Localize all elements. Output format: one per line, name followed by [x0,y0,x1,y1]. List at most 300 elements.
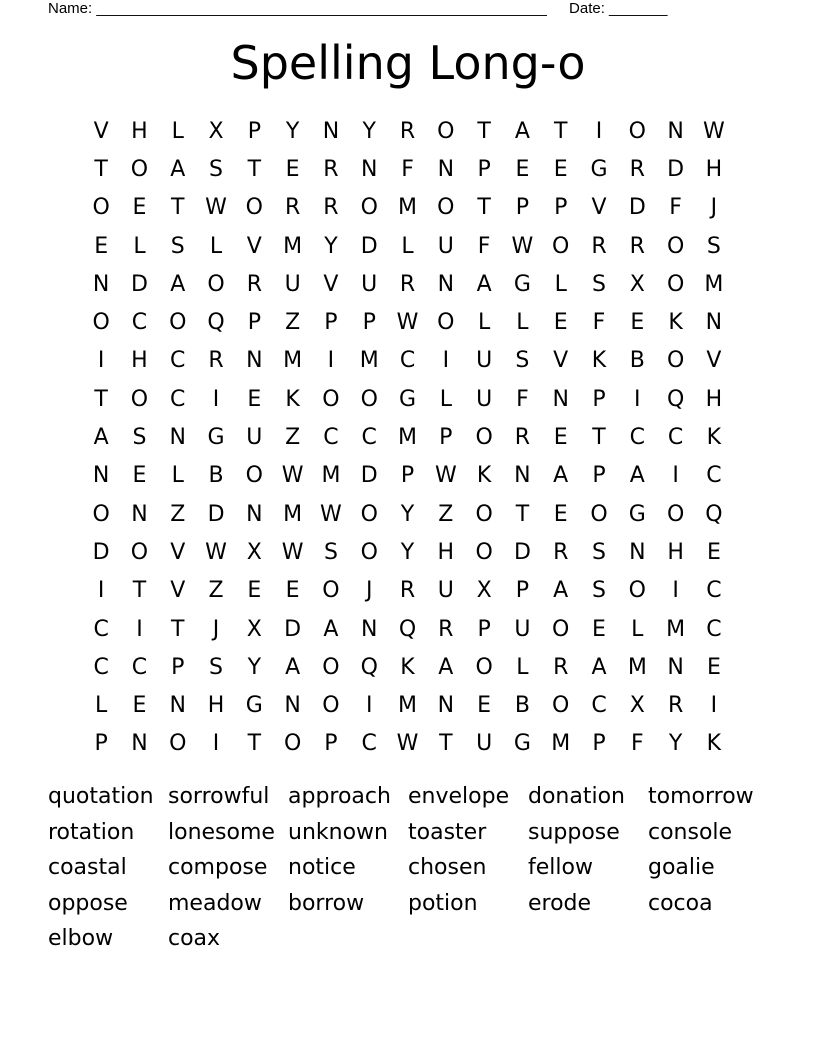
word-list-item: erode [528,890,592,916]
word-list-item: rotation [48,819,135,845]
word-list-item: oppose [48,890,128,916]
grid-letter: W [434,463,457,489]
grid-letter: Y [324,233,338,259]
grid-letter: G [513,271,531,297]
grid-letter: E [285,156,300,182]
grid-letter: P [592,386,606,412]
grid-letter: B [514,693,530,719]
grid-letter: Q [666,386,685,412]
grid-letter: V [170,539,186,565]
grid-letter: N [131,731,148,757]
grid-letter: L [209,233,223,259]
grid-letter: E [553,425,568,451]
grid-letter: A [629,463,645,489]
grid-letter: O [169,731,187,757]
grid-letter: P [400,463,415,489]
grid-letter: K [706,425,722,451]
grid-letter: R [246,271,262,297]
grid-letter: O [360,539,378,565]
grid-letter: E [630,310,645,336]
grid-letter: E [94,233,109,259]
grid-letter: E [553,310,568,336]
grid-letter: T [132,578,147,604]
grid-letter: R [323,195,339,221]
grid-letter: K [706,731,722,757]
grid-letter: M [666,616,686,642]
grid-letter: N [92,271,110,297]
date-field-label: Date: _______ [569,0,668,17]
grid-letter: V [553,348,569,374]
grid-letter: V [706,348,722,374]
grid-letter: R [438,616,454,642]
grid-letter: O [437,118,455,144]
grid-letter: W [281,539,304,565]
grid-letter: R [591,233,607,259]
grid-letter: D [360,463,378,489]
grid-letter: R [553,539,569,565]
grid-letter: N [667,118,684,144]
word-list-item: elbow [48,926,114,951]
grid-letter: K [476,463,492,489]
grid-letter: M [551,731,571,757]
grid-letter: S [209,654,224,680]
grid-letter: A [438,654,454,680]
word-list-item: meadow [168,890,262,916]
word-list-item: coastal [48,855,127,880]
word-list-item: console [648,819,733,845]
word-list-item: unknown [288,819,388,845]
grid-letter: R [514,425,531,451]
grid-letter: C [667,425,684,451]
grid-letter: D [360,233,378,259]
grid-letter: N [322,118,340,144]
word-list-item: borrow [288,890,365,916]
grid-letter: H [207,693,225,719]
grid-letter: O [360,386,378,412]
grid-letter: W [205,539,227,565]
grid-letter: O [475,654,493,680]
grid-letter: A [323,616,339,642]
grid-letter: W [320,501,342,527]
grid-letter: G [628,501,646,527]
grid-letter: N [360,156,378,182]
grid-letter: C [170,348,186,374]
grid-letter: C [399,348,416,374]
grid-letter: G [245,693,263,719]
grid-letter: R [399,271,416,297]
grid-letter: T [439,731,453,757]
grid-letter: W [511,233,534,259]
grid-letter: N [629,539,646,565]
grid-letter: R [629,156,645,182]
grid-letter: N [246,348,263,374]
grid-letter: I [672,578,679,604]
grid-letter: O [666,348,685,374]
grid-letter: L [477,310,491,336]
grid-letter: O [628,118,646,144]
grid-letter: L [171,118,184,144]
grid-letter: I [97,578,105,604]
grid-letter: A [93,425,109,451]
grid-letter: E [247,386,262,412]
grid-letter: T [592,425,606,451]
grid-letter: M [283,348,303,374]
grid-letter: U [284,271,301,297]
grid-letter: D [284,616,302,642]
grid-letter: N [437,271,455,297]
grid-letter: Y [285,118,300,144]
grid-letter: O [130,539,149,565]
grid-letter: O [475,539,493,565]
grid-letter: E [553,501,568,527]
grid-letter: O [245,463,263,489]
grid-letter: A [553,578,569,604]
grid-letter: A [553,463,569,489]
grid-letter: C [131,654,148,680]
grid-letter: U [361,271,378,297]
grid-letter: I [212,386,220,412]
grid-letter: H [705,386,723,412]
grid-letter: N [705,310,723,336]
grid-letter: H [437,539,455,565]
grid-letter: S [170,233,185,259]
grid-letter: O [130,386,149,412]
grid-letter: P [592,731,606,757]
grid-letter: U [437,578,454,604]
grid-letter: O [552,233,570,259]
word-list-item: tomorrow [648,784,754,809]
grid-letter: O [92,195,110,221]
word-list-item: compose [168,855,268,880]
grid-letter: Z [438,501,454,527]
grid-letter: Y [247,654,262,680]
grid-letter: V [591,195,607,221]
grid-letter: N [169,693,186,719]
grid-letter: E [706,654,721,680]
grid-letter: Q [360,654,378,680]
letter-grid [82,112,733,763]
grid-letter: J [710,195,718,221]
grid-letter: C [93,616,109,642]
grid-letter: C [629,425,645,451]
grid-letter: K [285,386,300,412]
grid-letter: O [322,693,340,719]
grid-letter: O [666,501,685,527]
grid-letter: O [245,195,263,221]
grid-letter: Z [208,578,224,604]
grid-letter: C [591,693,607,719]
word-list-item: approach [288,784,391,809]
grid-letter: X [246,539,262,565]
grid-letter: I [327,348,335,374]
grid-letter: T [247,156,262,182]
grid-letter: I [365,693,373,719]
grid-letter: F [477,233,491,259]
grid-letter: M [283,233,303,259]
grid-letter: L [95,693,108,719]
grid-letter: I [710,693,718,719]
grid-letter: P [477,616,491,642]
grid-letter: I [212,731,220,757]
grid-letter: R [399,118,416,144]
grid-letter: T [515,501,530,527]
grid-letter: C [323,425,339,451]
grid-letter: K [591,348,607,374]
grid-letter: R [208,348,224,374]
word-list-item: lonesome [168,819,275,845]
grid-letter: D [667,156,685,182]
grid-letter: P [592,463,606,489]
word-list-item: cocoa [648,890,713,916]
grid-letter: N [246,501,263,527]
grid-letter: S [132,425,147,451]
grid-letter: R [323,156,339,182]
grid-letter: T [94,386,108,412]
grid-letter: O [360,195,378,221]
grid-letter: I [136,616,143,642]
grid-letter: P [324,310,338,336]
grid-letter: S [592,578,606,604]
grid-letter: P [247,310,261,336]
grid-letter: Q [207,310,225,336]
grid-letter: E [477,693,492,719]
grid-letter: C [170,386,186,412]
grid-letter: V [246,233,262,259]
grid-letter: V [170,578,186,604]
grid-letter: S [592,271,606,297]
grid-letter: O [552,616,570,642]
word-list-item: toaster [408,819,487,845]
grid-letter: R [553,654,569,680]
grid-letter: C [706,616,722,642]
grid-letter: Q [398,616,417,642]
grid-letter: L [631,616,644,642]
word-list-item: sorrowful [168,784,270,809]
grid-letter: T [477,118,491,144]
grid-letter: S [515,348,530,374]
word-list-item: quotation [48,784,154,809]
grid-letter: O [360,501,378,527]
grid-letter: C [361,425,377,451]
grid-letter: J [212,616,220,642]
grid-letter: O [92,501,110,527]
grid-letter: O [92,310,110,336]
grid-letter: P [515,195,530,221]
grid-letter: M [321,463,341,489]
word-list [48,780,768,958]
grid-letter: C [706,578,722,604]
grid-letter: O [666,271,685,297]
grid-letter: O [207,271,225,297]
grid-letter: H [705,156,723,182]
grid-letter: T [94,156,108,182]
grid-letter: W [396,731,419,757]
grid-letter: H [131,118,148,144]
grid-letter: G [590,156,608,182]
word-list-item: goalie [648,855,715,880]
grid-letter: W [205,195,227,221]
grid-letter: B [208,463,224,489]
grid-letter: O [475,501,493,527]
word-list-item: suppose [528,819,620,845]
grid-letter: N [552,386,569,412]
grid-letter: O [169,310,187,336]
grid-letter: Y [668,731,683,757]
grid-letter: S [706,233,721,259]
grid-letter: L [516,310,529,336]
grid-letter: D [130,271,148,297]
grid-letter: G [398,386,417,412]
grid-letter: P [477,156,491,182]
grid-letter: T [477,195,491,221]
grid-letter: R [399,578,416,604]
grid-letter: U [476,348,493,374]
grid-letter: I [442,348,450,374]
grid-letter: Z [170,501,186,527]
grid-letter: A [514,118,530,144]
grid-letter: P [247,118,261,144]
grid-letter: M [627,654,647,680]
grid-letter: P [439,425,453,451]
word-list-item: envelope [408,784,510,809]
grid-letter: U [246,425,263,451]
grid-letter: E [706,539,721,565]
grid-letter: E [553,156,568,182]
grid-letter: C [361,731,377,757]
grid-letter: H [667,539,684,565]
grid-letter: F [630,731,644,757]
grid-letter: R [284,195,301,221]
grid-letter: V [93,118,109,144]
grid-letter: S [209,156,224,182]
grid-letter: P [171,654,185,680]
grid-letter: T [171,616,185,642]
grid-letter: X [476,578,492,604]
grid-letter: P [554,195,568,221]
grid-letter: X [246,616,262,642]
grid-letter: I [672,463,679,489]
page-title: Spelling Long-o [230,36,586,90]
grid-letter: T [553,118,568,144]
grid-letter: O [130,156,149,182]
grid-letter: N [437,693,455,719]
grid-letter: M [398,693,418,719]
header [48,0,748,20]
grid-letter: V [323,271,339,297]
grid-letter: A [170,156,186,182]
grid-letter: E [132,195,147,221]
word-list-item: chosen [408,855,487,880]
grid-letter: W [703,118,725,144]
grid-letter: G [513,731,531,757]
grid-letter: F [401,156,414,182]
grid-letter: Z [285,310,301,336]
grid-letter: P [362,310,376,336]
grid-letter: N [169,425,186,451]
grid-letter: M [398,425,418,451]
grid-letter: U [476,731,493,757]
grid-letter: H [131,348,148,374]
grid-letter: N [667,654,684,680]
grid-letter: X [208,118,224,144]
grid-letter: E [247,578,262,604]
grid-letter: D [207,501,225,527]
grid-letter: D [628,195,646,221]
grid-letter: O [552,693,570,719]
grid-letter: M [283,501,303,527]
grid-letter: N [437,156,455,182]
grid-letter: G [207,425,225,451]
grid-letter: B [629,348,645,374]
grid-letter: M [359,348,379,374]
grid-letter: S [323,539,338,565]
grid-letter: X [629,693,645,719]
grid-letter: L [516,654,529,680]
grid-letter: I [595,118,603,144]
name-field-label: Name: ______________________________________________________ [48,0,547,17]
grid-letter: R [629,233,645,259]
grid-letter: W [396,310,419,336]
grid-letter: O [666,233,685,259]
word-list-item: fellow [528,855,593,880]
grid-letter: U [437,233,454,259]
grid-letter: O [283,731,302,757]
grid-letter: J [365,578,373,604]
grid-letter: F [592,310,606,336]
grid-letter: O [437,310,455,336]
grid-letter: L [554,271,567,297]
grid-letter: E [132,463,147,489]
grid-letter: C [706,463,722,489]
grid-letter: A [591,654,607,680]
grid-letter: F [669,195,682,221]
grid-letter: K [668,310,683,336]
grid-letter: E [132,693,147,719]
word-list-item: potion [408,890,478,916]
grid-letter: M [398,195,418,221]
grid-letter: L [401,233,414,259]
grid-letter: N [92,463,110,489]
grid-letter: Y [362,118,376,144]
grid-letter: P [515,578,530,604]
grid-letter: W [281,463,304,489]
grid-letter: D [92,539,110,565]
grid-letter: O [437,195,455,221]
grid-letter: N [131,501,148,527]
grid-letter: A [170,271,186,297]
grid-letter: I [634,386,641,412]
grid-letter: O [628,578,646,604]
word-list-item: notice [288,855,356,880]
grid-letter: O [475,425,493,451]
grid-letter: X [629,271,645,297]
grid-letter: S [592,539,606,565]
grid-letter: Q [705,501,723,527]
grid-letter: I [97,348,105,374]
grid-letter: Y [400,501,415,527]
grid-letter: O [322,654,340,680]
grid-letter: E [285,578,300,604]
grid-letter: L [439,386,452,412]
grid-letter: P [94,731,108,757]
grid-letter: Y [400,539,415,565]
grid-letter: A [285,654,301,680]
grid-letter: L [133,233,146,259]
grid-letter: N [284,693,301,719]
grid-letter: F [516,386,529,412]
grid-letter: O [590,501,608,527]
word-list-item: coax [168,926,221,951]
